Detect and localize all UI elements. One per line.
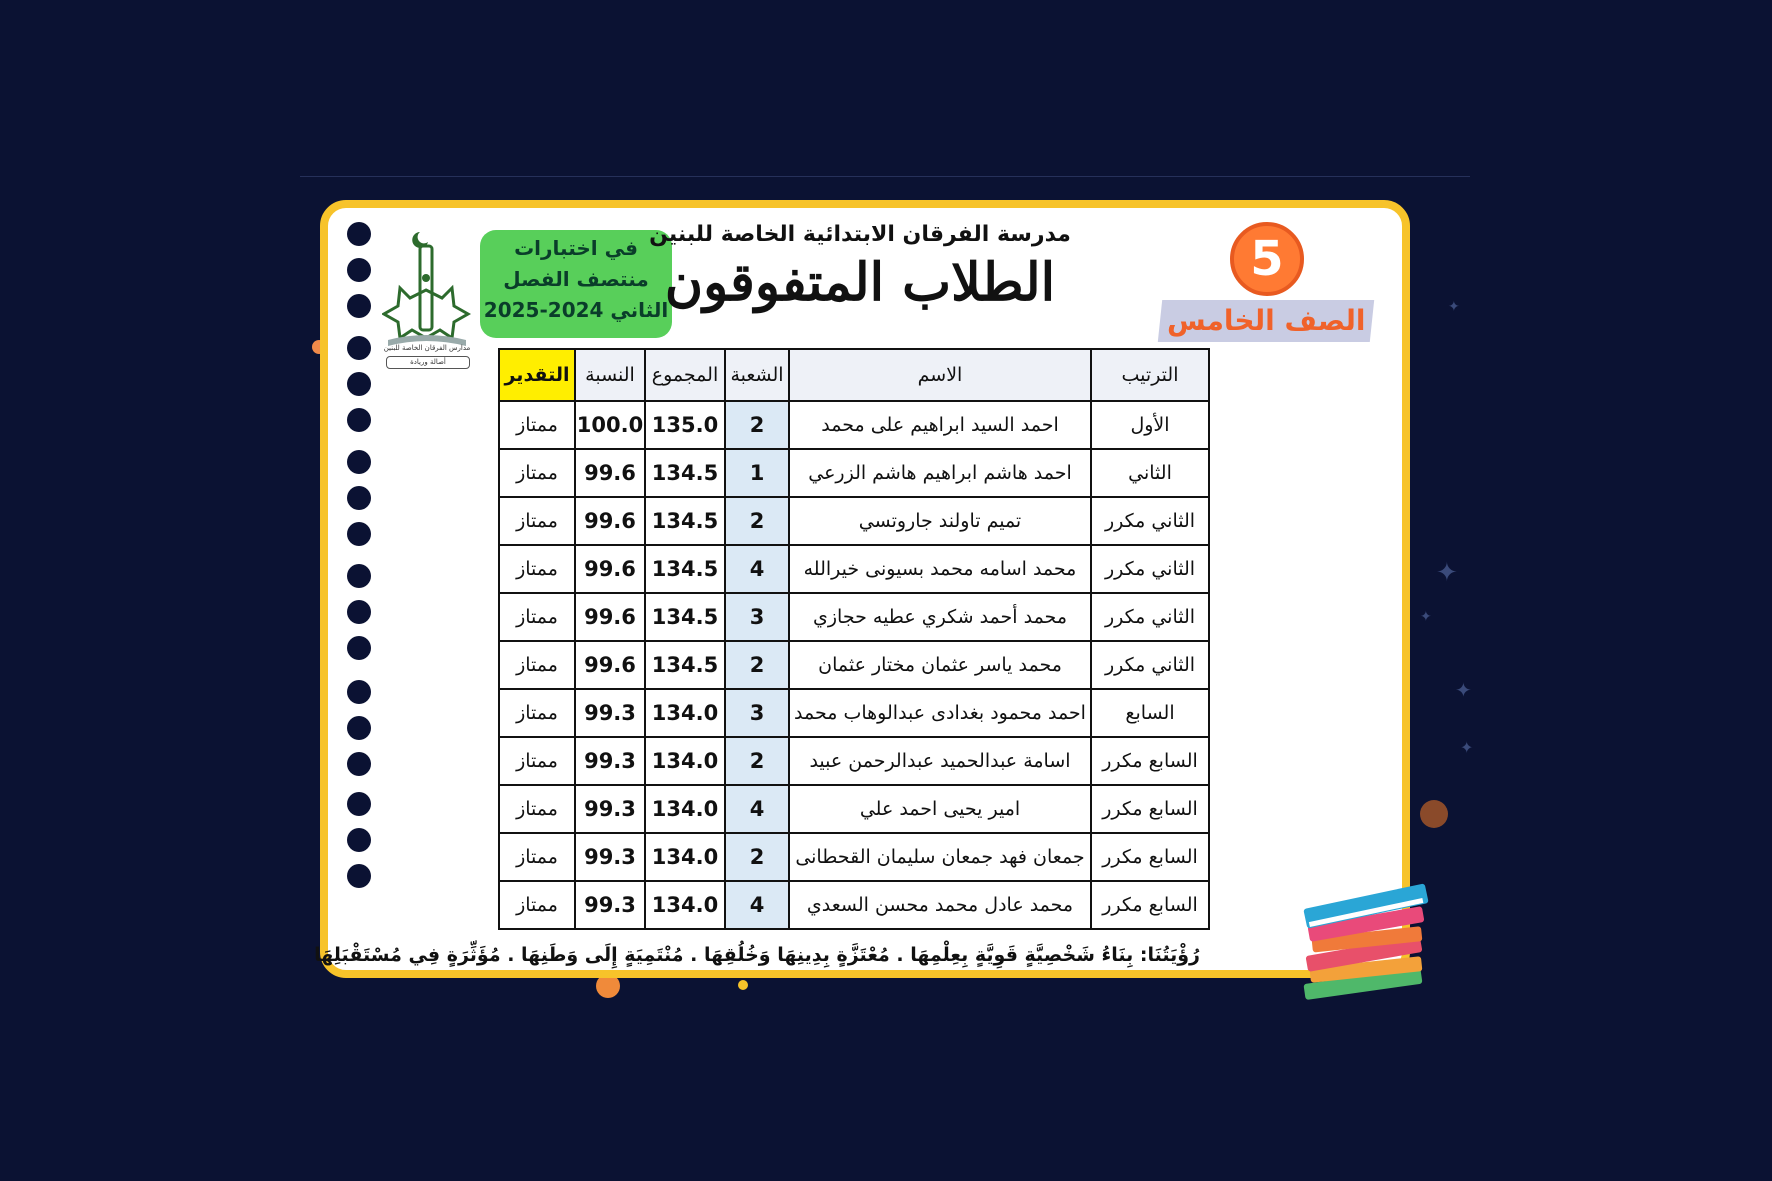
binder-ring <box>347 564 371 588</box>
cell-total: 134.0 <box>645 833 725 881</box>
binder-ring <box>347 336 371 360</box>
binder-ring <box>347 716 371 740</box>
table-row <box>499 641 1209 689</box>
cell-total: 134.0 <box>645 785 725 833</box>
table-row <box>499 545 1209 593</box>
cell-total: 135.0 <box>645 401 725 449</box>
cell-name: محمد أحمد شكري عطيه حجازي <box>789 593 1091 641</box>
cell-percent: 99.6 <box>575 545 645 593</box>
cell-grade: ممتاز <box>499 641 575 689</box>
cell-name: تميم تاولند جاروتسي <box>789 497 1091 545</box>
cell-grade: ممتاز <box>499 449 575 497</box>
cell-section: 3 <box>725 593 789 641</box>
cell-rank: السابع مكرر <box>1091 785 1209 833</box>
table-row <box>499 689 1209 737</box>
column-header-grade: التقدير <box>499 349 575 401</box>
cell-grade: ممتاز <box>499 737 575 785</box>
cell-grade: ممتاز <box>499 689 575 737</box>
cell-name: امير يحيى احمد علي <box>789 785 1091 833</box>
cell-name: احمد هاشم ابراهيم هاشم الزرعي <box>789 449 1091 497</box>
cell-total: 134.0 <box>645 881 725 929</box>
grade-number-badge: 5 <box>1230 222 1304 296</box>
decor-dot <box>1420 800 1448 828</box>
cell-grade: ممتاز <box>499 785 575 833</box>
cell-rank: الثاني مكرر <box>1091 497 1209 545</box>
cell-total: 134.5 <box>645 449 725 497</box>
binder-ring <box>347 752 371 776</box>
logo-motto: أصالة وريادة <box>386 356 470 369</box>
table-row <box>499 737 1209 785</box>
cell-section: 3 <box>725 689 789 737</box>
table-row <box>499 881 1209 929</box>
binder-ring <box>347 486 371 510</box>
cell-name: احمد السيد ابراهيم على محمد <box>789 401 1091 449</box>
cell-total: 134.0 <box>645 737 725 785</box>
exam-badge-line: الثاني 2024-2025 <box>483 298 669 322</box>
cell-total: 134.5 <box>645 497 725 545</box>
cell-grade: ممتاز <box>499 881 575 929</box>
grade-label-text: الصف الخامس <box>1166 304 1366 337</box>
cell-name: محمد عادل محمد محسن السعدي <box>789 881 1091 929</box>
binder-ring <box>347 864 371 888</box>
cell-section: 2 <box>725 737 789 785</box>
binder-ring <box>347 680 371 704</box>
binder-ring <box>347 636 371 660</box>
star-icon: ✦ <box>1455 678 1472 702</box>
cell-rank: الثاني مكرر <box>1091 641 1209 689</box>
star-icon: ✦ <box>1420 609 1432 625</box>
table-row <box>499 833 1209 881</box>
cell-rank: السابع <box>1091 689 1209 737</box>
cell-section: 1 <box>725 449 789 497</box>
cell-name: اسامة عبدالحميد عبدالرحمن عبيد <box>789 737 1091 785</box>
table-row <box>499 449 1209 497</box>
cell-name: جمعان فهد جمعان سليمان القحطانى <box>789 833 1091 881</box>
decor-dot <box>738 980 748 990</box>
binder-ring <box>347 828 371 852</box>
page-title: الطلاب المتفوقون <box>664 252 1056 313</box>
cell-name: محمد اسامه محمد بسيونى خيرالله <box>789 545 1091 593</box>
table-row <box>499 785 1209 833</box>
cell-rank: السابع مكرر <box>1091 881 1209 929</box>
cell-rank: الثاني مكرر <box>1091 545 1209 593</box>
cell-percent: 99.3 <box>575 881 645 929</box>
binder-ring <box>347 522 371 546</box>
background-divider <box>300 176 1470 177</box>
cell-rank: السابع مكرر <box>1091 737 1209 785</box>
top-students-table <box>498 348 1210 930</box>
star-icon: ✦ <box>1436 558 1458 588</box>
cell-percent: 99.6 <box>575 641 645 689</box>
binder-ring <box>347 294 371 318</box>
cell-section: 2 <box>725 401 789 449</box>
binder-ring <box>347 600 371 624</box>
cell-percent: 99.6 <box>575 497 645 545</box>
cell-grade: ممتاز <box>499 401 575 449</box>
binder-ring <box>347 408 371 432</box>
cell-grade: ممتاز <box>499 593 575 641</box>
table-row <box>499 497 1209 545</box>
star-icon: ✦ <box>1460 738 1474 757</box>
logo-text: مدارس الفرقان الخاصة للبنين <box>383 344 471 352</box>
cell-name: احمد محمود بغدادى عبدالوهاب محمد <box>789 689 1091 737</box>
column-header-section: الشعبة <box>725 349 789 401</box>
cell-section: 4 <box>725 785 789 833</box>
cell-percent: 99.3 <box>575 737 645 785</box>
cell-rank: الثاني مكرر <box>1091 593 1209 641</box>
table-body <box>499 401 1209 929</box>
column-header-name: الاسم <box>789 349 1091 401</box>
cell-section: 4 <box>725 545 789 593</box>
cell-total: 134.5 <box>645 545 725 593</box>
grade-label <box>1158 300 1374 342</box>
binder-ring <box>347 450 371 474</box>
cell-section: 2 <box>725 497 789 545</box>
binder-ring <box>347 222 371 246</box>
cell-percent: 99.6 <box>575 593 645 641</box>
exam-badge-line: منتصف الفصل <box>503 267 649 291</box>
cell-grade: ممتاز <box>499 545 575 593</box>
column-header-total: المجموع <box>645 349 725 401</box>
cell-rank: الأول <box>1091 401 1209 449</box>
column-header-percent: النسبة <box>575 349 645 401</box>
cell-section: 4 <box>725 881 789 929</box>
exam-badge-line: في اختبارات <box>514 236 638 260</box>
cell-percent: 99.3 <box>575 833 645 881</box>
school-name: مدرسة الفرقان الابتدائية الخاصة للبنين <box>649 222 1071 247</box>
stacked-books-icon <box>1296 882 1436 1002</box>
table-row <box>499 401 1209 449</box>
cell-percent: 99.3 <box>575 689 645 737</box>
star-icon: ✦ <box>1448 299 1460 315</box>
cell-section: 2 <box>725 641 789 689</box>
cell-percent: 99.6 <box>575 449 645 497</box>
cell-rank: الثاني <box>1091 449 1209 497</box>
table-header-row <box>499 349 1209 401</box>
binder-ring <box>347 258 371 282</box>
cell-rank: السابع مكرر <box>1091 833 1209 881</box>
cell-total: 134.0 <box>645 689 725 737</box>
column-header-rank: الترتيب <box>1091 349 1209 401</box>
cell-grade: ممتاز <box>499 497 575 545</box>
cell-name: محمد ياسر عثمان مختار عثمان <box>789 641 1091 689</box>
table-row <box>499 593 1209 641</box>
binder-ring <box>347 372 371 396</box>
school-logo <box>382 226 472 370</box>
cell-total: 134.5 <box>645 641 725 689</box>
cell-percent: 99.3 <box>575 785 645 833</box>
binder-ring <box>347 792 371 816</box>
cell-percent: 100.0 <box>575 401 645 449</box>
cell-total: 134.5 <box>645 593 725 641</box>
cell-section: 2 <box>725 833 789 881</box>
cell-grade: ممتاز <box>499 833 575 881</box>
school-vision: رُؤْيَتُنَا: بِنَاءُ شَخْصِيَّةٍ قَوِيَّةٍ بِعِلْمِهَا . مُعْتَزَّةٍ بِدِينِهَا وَخُلُقِهَا . مُنْتَمِيَةٍ إِلَى وَطَنِهَا . مُؤَثِّرَةٍ فِي مُسْتَقْبَلِهَا <box>314 944 1200 966</box>
